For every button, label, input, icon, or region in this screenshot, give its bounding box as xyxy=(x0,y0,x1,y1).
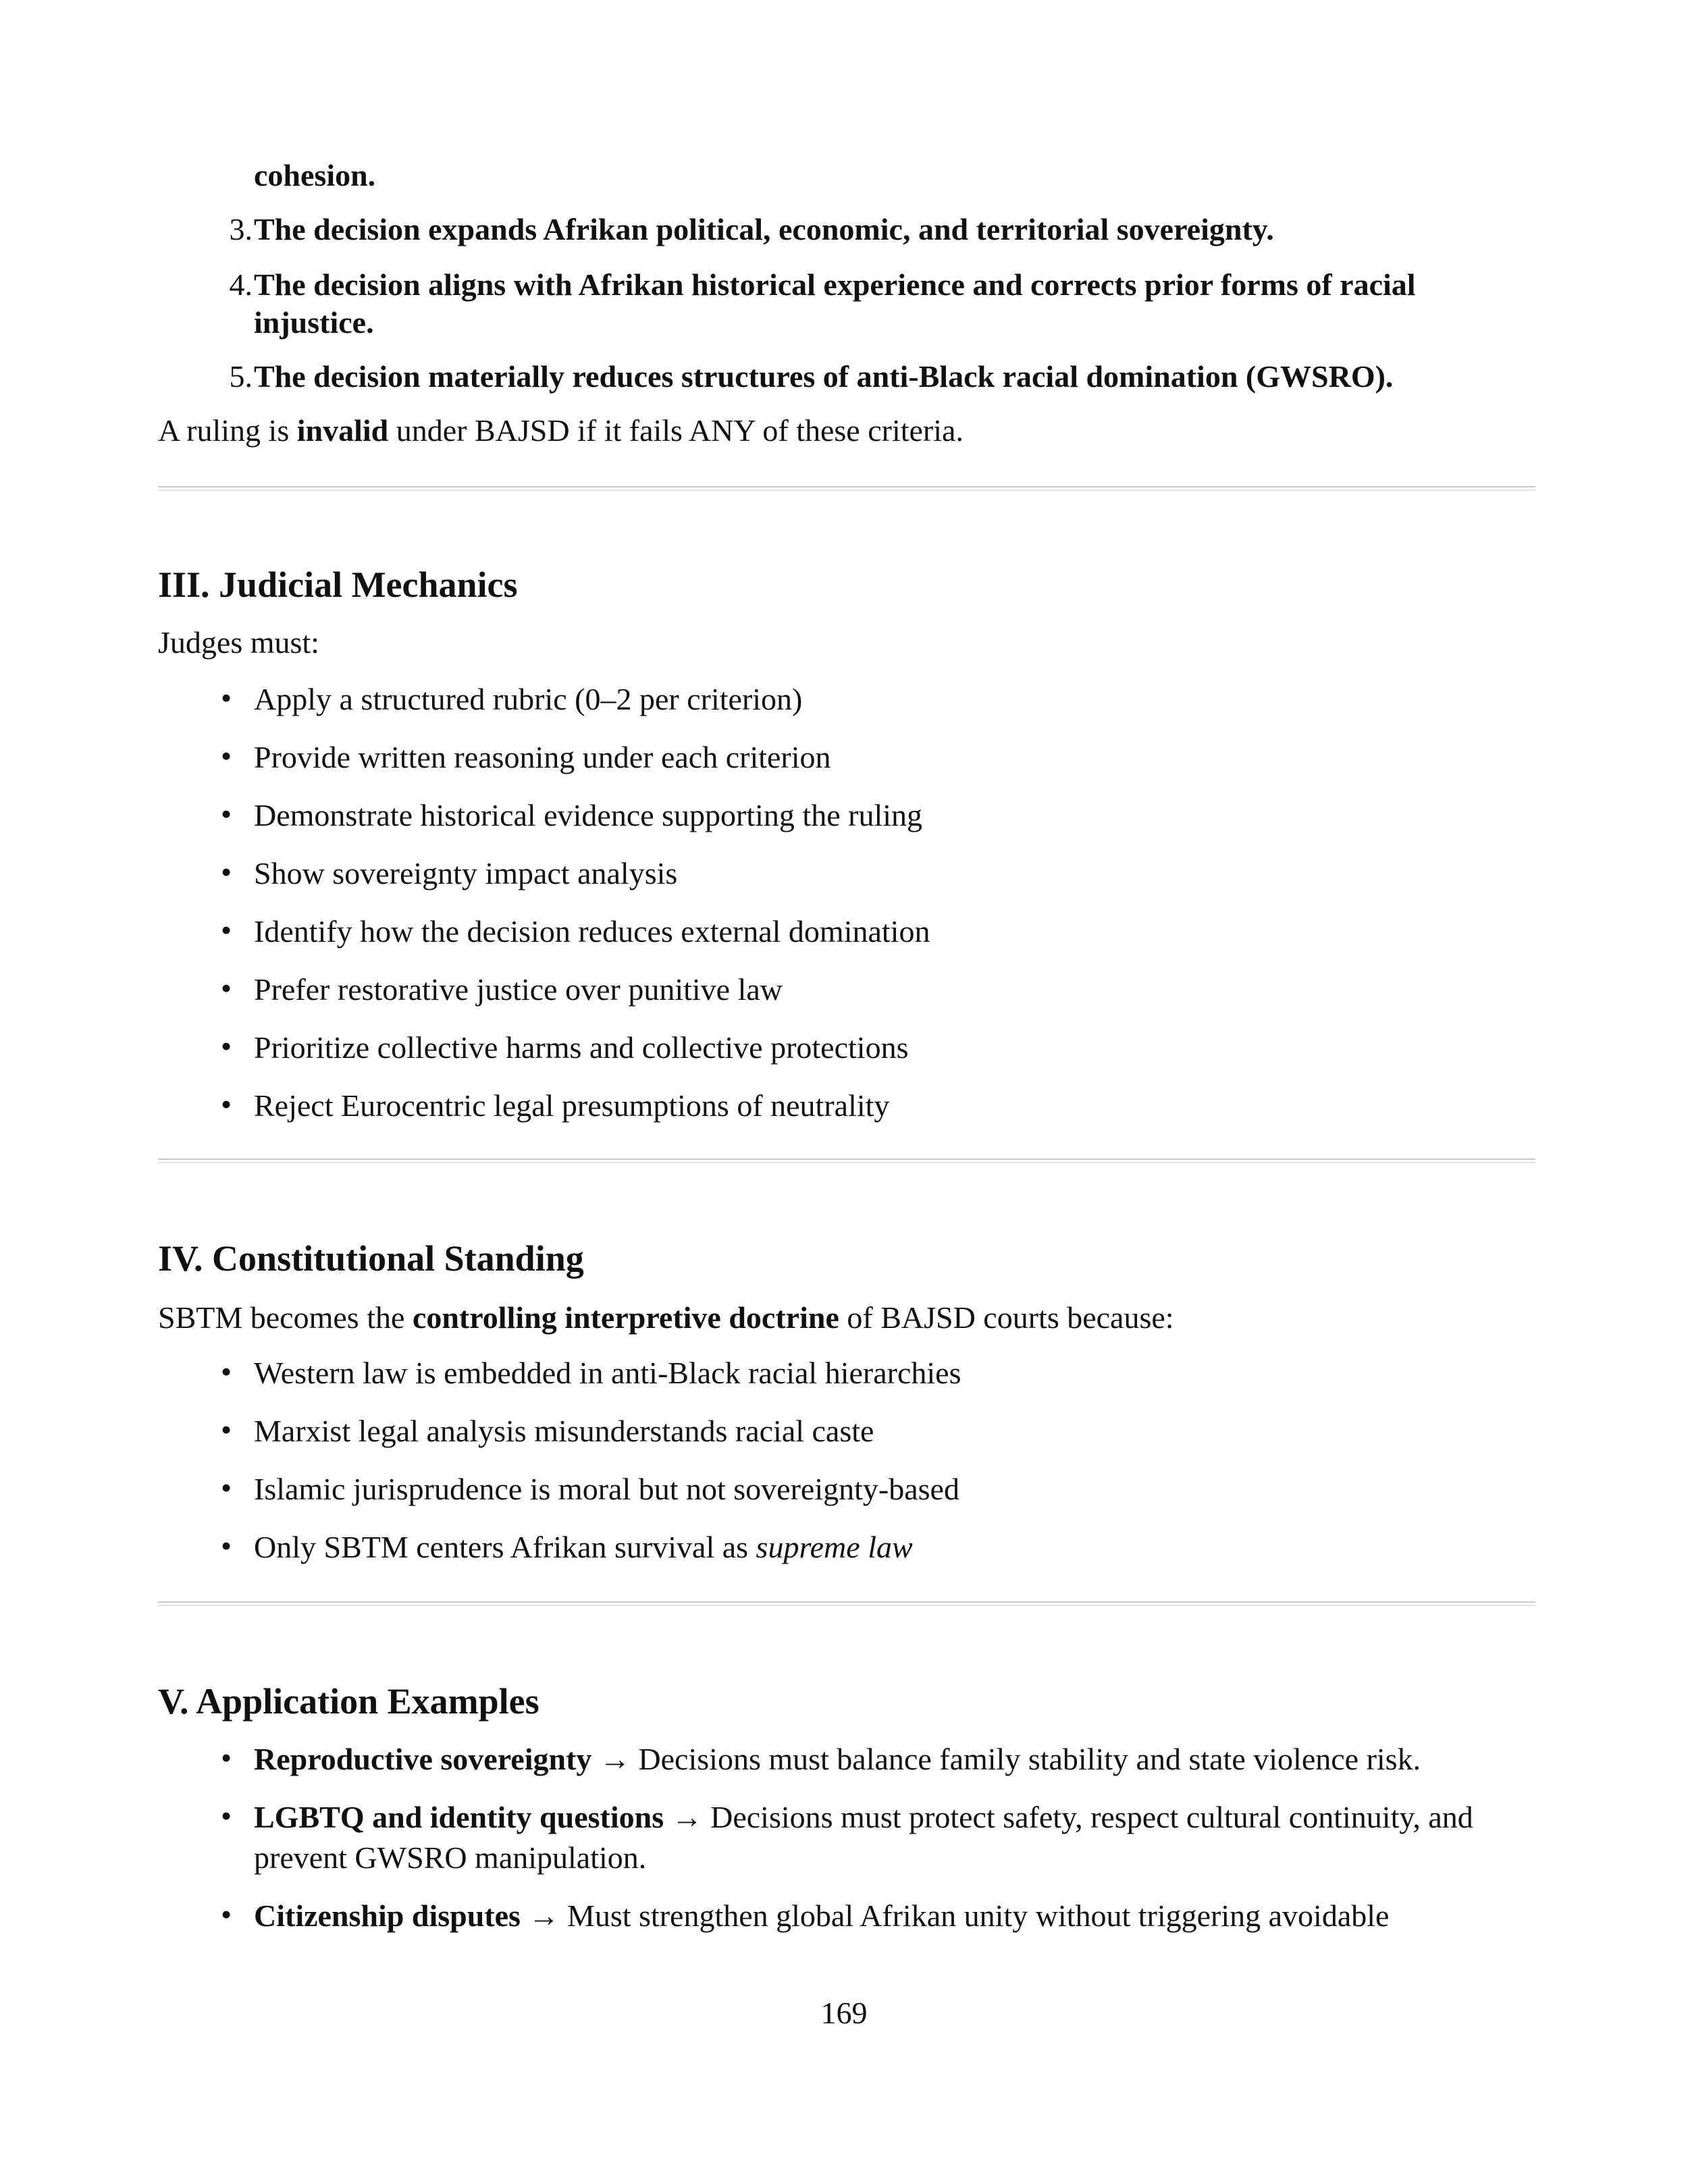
bullet-text: Prefer restorative justice over punitive law xyxy=(254,972,783,1007)
criterion-text: The decision aligns with Afrikan historical experience and corrects prior forms of racial injustice. xyxy=(254,267,1416,340)
bullet-icon: • xyxy=(220,1528,232,1563)
bullet-icon: • xyxy=(220,913,232,947)
section-divider xyxy=(158,1158,1535,1163)
bullet-text xyxy=(254,1527,1537,1568)
bullet-text-italic: supreme law xyxy=(756,1530,913,1564)
bullet-icon: • xyxy=(220,1740,232,1775)
bullet-term: LGBTQ and identity questions xyxy=(254,1800,664,1834)
bullet-rest: → Decisions must balance family stability and state violence risk. xyxy=(591,1742,1421,1776)
validity-bold: invalid xyxy=(296,413,389,448)
bullet-text xyxy=(254,1797,1537,1878)
bullet-text-pre: Only SBTM centers Afrikan survival as xyxy=(254,1530,756,1564)
bullet-icon: • xyxy=(220,797,232,831)
bullet-text: Demonstrate historical evidence supporting the ruling xyxy=(254,798,923,832)
bullet-icon: • xyxy=(220,1029,232,1063)
bullet-text xyxy=(254,1896,1537,1936)
validity-statement xyxy=(158,412,1535,450)
section-divider xyxy=(158,1601,1535,1606)
validity-post: under BAJSD if it fails ANY of these criteria. xyxy=(388,413,964,448)
section-divider xyxy=(158,486,1535,491)
bullet-icon: • xyxy=(220,855,232,889)
criterion-text: The decision expands Afrikan political, economic, and territorial sovereignty. xyxy=(254,212,1274,246)
list-number: 4. xyxy=(229,267,253,302)
bullet-text: Western law is embedded in anti-Black racial hierarchies xyxy=(254,1356,961,1390)
lead-pre: SBTM becomes the xyxy=(158,1300,413,1335)
bullet-text xyxy=(254,1739,1537,1780)
bullet-term: Citizenship disputes xyxy=(254,1898,521,1933)
bullet-rest: → Must strengthen global Afrikan unity without triggering avoidable xyxy=(520,1898,1390,1933)
bullet-icon: • xyxy=(220,681,232,715)
bullet-text: Marxist legal analysis misunderstands racial caste xyxy=(254,1414,874,1448)
bullet-term: Reproductive sovereignty xyxy=(254,1742,592,1776)
bullet-text: Identify how the decision reduces external domination xyxy=(254,914,930,949)
page-number: 169 xyxy=(820,1996,868,2030)
bullet-icon: • xyxy=(220,1412,232,1447)
bullet-text: Islamic jurisprudence is moral but not sovereignty-based xyxy=(254,1472,959,1506)
lead-post: of BAJSD courts because: xyxy=(839,1300,1174,1335)
bullet-icon: • xyxy=(220,1087,232,1121)
lead-bold: controlling interpretive doctrine xyxy=(412,1300,839,1335)
list-number: 3. xyxy=(229,212,253,246)
criterion-text: The decision materially reduces structures of anti-Black racial domination (GWSRO). xyxy=(254,359,1394,394)
list-number: 5. xyxy=(229,359,253,394)
bullet-icon: • xyxy=(220,971,232,1005)
section-heading: V. Application Examples xyxy=(158,1681,539,1722)
bullet-icon: • xyxy=(220,1354,232,1389)
bullet-text: Apply a structured rubric (0–2 per criterion) xyxy=(254,682,803,716)
section-heading: III. Judicial Mechanics xyxy=(158,564,518,605)
bullet-icon: • xyxy=(220,1897,232,1932)
bullet-icon: • xyxy=(220,1799,232,1833)
bullet-rest: → Decisions must protect safety, respect cultural continuity, and prevent GWSRO manipulation. xyxy=(254,1800,1473,1875)
continuation-text: cohesion. xyxy=(254,158,376,192)
bullet-text: Reject Eurocentric legal presumptions of neutrality xyxy=(254,1088,890,1123)
section-heading: IV. Constitutional Standing xyxy=(158,1238,584,1279)
bullet-text: Show sovereignty impact analysis xyxy=(254,856,678,890)
bullet-text: Provide written reasoning under each criterion xyxy=(254,740,831,774)
section-lead xyxy=(158,1299,1535,1337)
bullet-text: Prioritize collective harms and collective protections xyxy=(254,1030,909,1065)
section-lead: Judges must: xyxy=(158,625,319,660)
bullet-icon: • xyxy=(220,739,232,773)
bullet-icon: • xyxy=(220,1470,232,1505)
validity-pre: A ruling is xyxy=(158,413,297,448)
